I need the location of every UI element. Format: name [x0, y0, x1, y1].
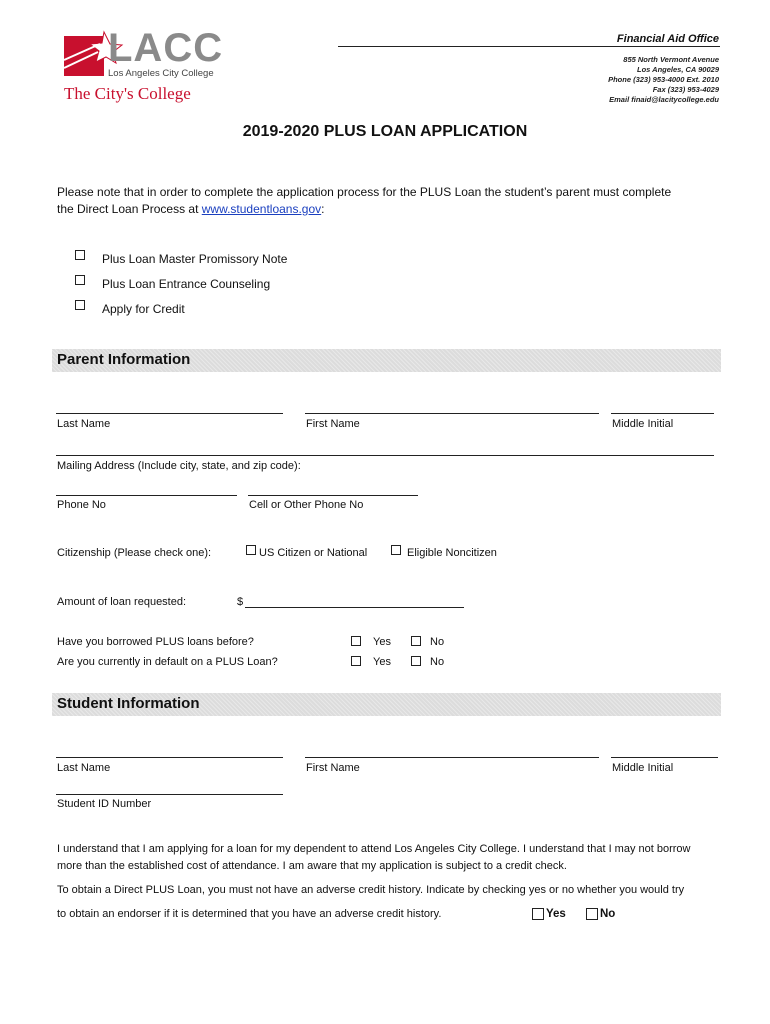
checkbox-us-citizen[interactable]: [246, 545, 256, 555]
statement-text: I understand that I am applying for a loan for my dependent to attend Los Angeles City College. I understand that I may not borrow: [57, 843, 691, 855]
option-label: Eligible Noncitizen: [407, 547, 497, 559]
checkbox-mpn[interactable]: [75, 250, 85, 260]
field-label: Mailing Address (Include city, state, and zip code):: [57, 460, 301, 472]
office-title: Financial Aid Office: [616, 33, 719, 45]
phone-input[interactable]: [56, 495, 237, 496]
field-label: First Name: [306, 418, 360, 430]
checkbox-entrance-counseling[interactable]: [75, 275, 85, 285]
student-middle-initial-input[interactable]: [611, 757, 718, 758]
intro-line-1: Please note that in order to complete the application process for the PLUS Loan the student’s parent must complete: [57, 185, 672, 199]
field-label: Middle Initial: [612, 762, 674, 774]
email-line: Email finaid@lacitycollege.edu: [609, 95, 719, 104]
option-label: No: [430, 636, 445, 648]
field-label: Last Name: [57, 418, 111, 430]
checkbox-borrowed-no[interactable]: [411, 636, 421, 646]
parent-section-header: [52, 349, 721, 372]
logo-tagline: The City's College: [64, 84, 191, 103]
loan-amount-input[interactable]: [245, 607, 464, 608]
parent-first-name-input[interactable]: [305, 413, 599, 414]
checkbox-eligible-noncitizen[interactable]: [391, 545, 401, 555]
section-title: Parent Information: [57, 351, 191, 368]
option-label: Yes: [546, 908, 566, 920]
parent-last-name-input[interactable]: [56, 413, 283, 414]
cell-phone-input[interactable]: [248, 495, 418, 496]
fax-line: Fax (323) 953-4029: [652, 85, 719, 94]
field-label: Citizenship (Please check one):: [57, 547, 212, 559]
address-line: 855 North Vermont Avenue: [623, 55, 719, 64]
field-label: Phone No: [57, 499, 106, 511]
statement-text: to obtain an endorser if it is determined that you have an adverse credit history.: [57, 908, 442, 920]
option-label: Yes: [373, 636, 391, 648]
field-label: Amount of loan requested:: [57, 596, 187, 608]
logo-wordmark: LACC: [108, 26, 224, 70]
field-label: First Name: [306, 762, 360, 774]
checkbox-endorser-yes[interactable]: [532, 908, 544, 920]
studentloans-link[interactable]: www.studentloans.gov: [201, 202, 322, 216]
question-label: Have you borrowed PLUS loans before?: [57, 636, 254, 648]
field-label: Student ID Number: [57, 798, 152, 810]
checkbox-borrowed-yes[interactable]: [351, 636, 361, 646]
dollar-sign: $: [237, 596, 244, 608]
option-label: Yes: [373, 656, 391, 668]
student-id-input[interactable]: [56, 794, 283, 795]
checklist-item-label: Plus Loan Master Promissory Note: [102, 252, 288, 266]
intro-line-2: [57, 202, 325, 216]
checklist-item-label: Plus Loan Entrance Counseling: [102, 277, 271, 291]
checklist-item-label: Apply for Credit: [102, 302, 185, 316]
section-title: Student Information: [57, 695, 200, 712]
checkbox-endorser-no[interactable]: [586, 908, 598, 920]
statement-text: To obtain a Direct PLUS Loan, you must not have an adverse credit history. Indicate by checking yes or no whether you would try: [57, 884, 685, 896]
checkbox-default-no[interactable]: [411, 656, 421, 666]
intro-text: the Direct Loan Process at: [57, 202, 202, 216]
intro-colon: :: [321, 202, 325, 216]
statement-text: more than the established cost of attendance. I am aware that my application is subject to a credit check.: [57, 860, 567, 872]
checkbox-apply-credit[interactable]: [75, 300, 85, 310]
address-line: Los Angeles, CA 90029: [637, 65, 719, 74]
logo-subtitle: Los Angeles City College: [108, 68, 214, 79]
field-label: Last Name: [57, 762, 111, 774]
parent-middle-initial-input[interactable]: [611, 413, 714, 414]
student-section-header: [52, 693, 721, 716]
student-last-name-input[interactable]: [56, 757, 283, 758]
question-label: Are you currently in default on a PLUS Loan?: [57, 656, 278, 668]
field-label: Middle Initial: [612, 418, 674, 430]
option-label: No: [600, 908, 616, 920]
option-label: No: [430, 656, 445, 668]
page-title: 2019-2020 PLUS LOAN APPLICATION: [242, 123, 528, 140]
checkbox-default-yes[interactable]: [351, 656, 361, 666]
student-first-name-input[interactable]: [305, 757, 599, 758]
phone-line: Phone (323) 953-4000 Ext. 2010: [608, 75, 719, 84]
mailing-address-input[interactable]: [56, 455, 714, 456]
field-label: Cell or Other Phone No: [249, 499, 364, 511]
header-rule: [338, 46, 720, 47]
option-label: US Citizen or National: [259, 547, 368, 559]
